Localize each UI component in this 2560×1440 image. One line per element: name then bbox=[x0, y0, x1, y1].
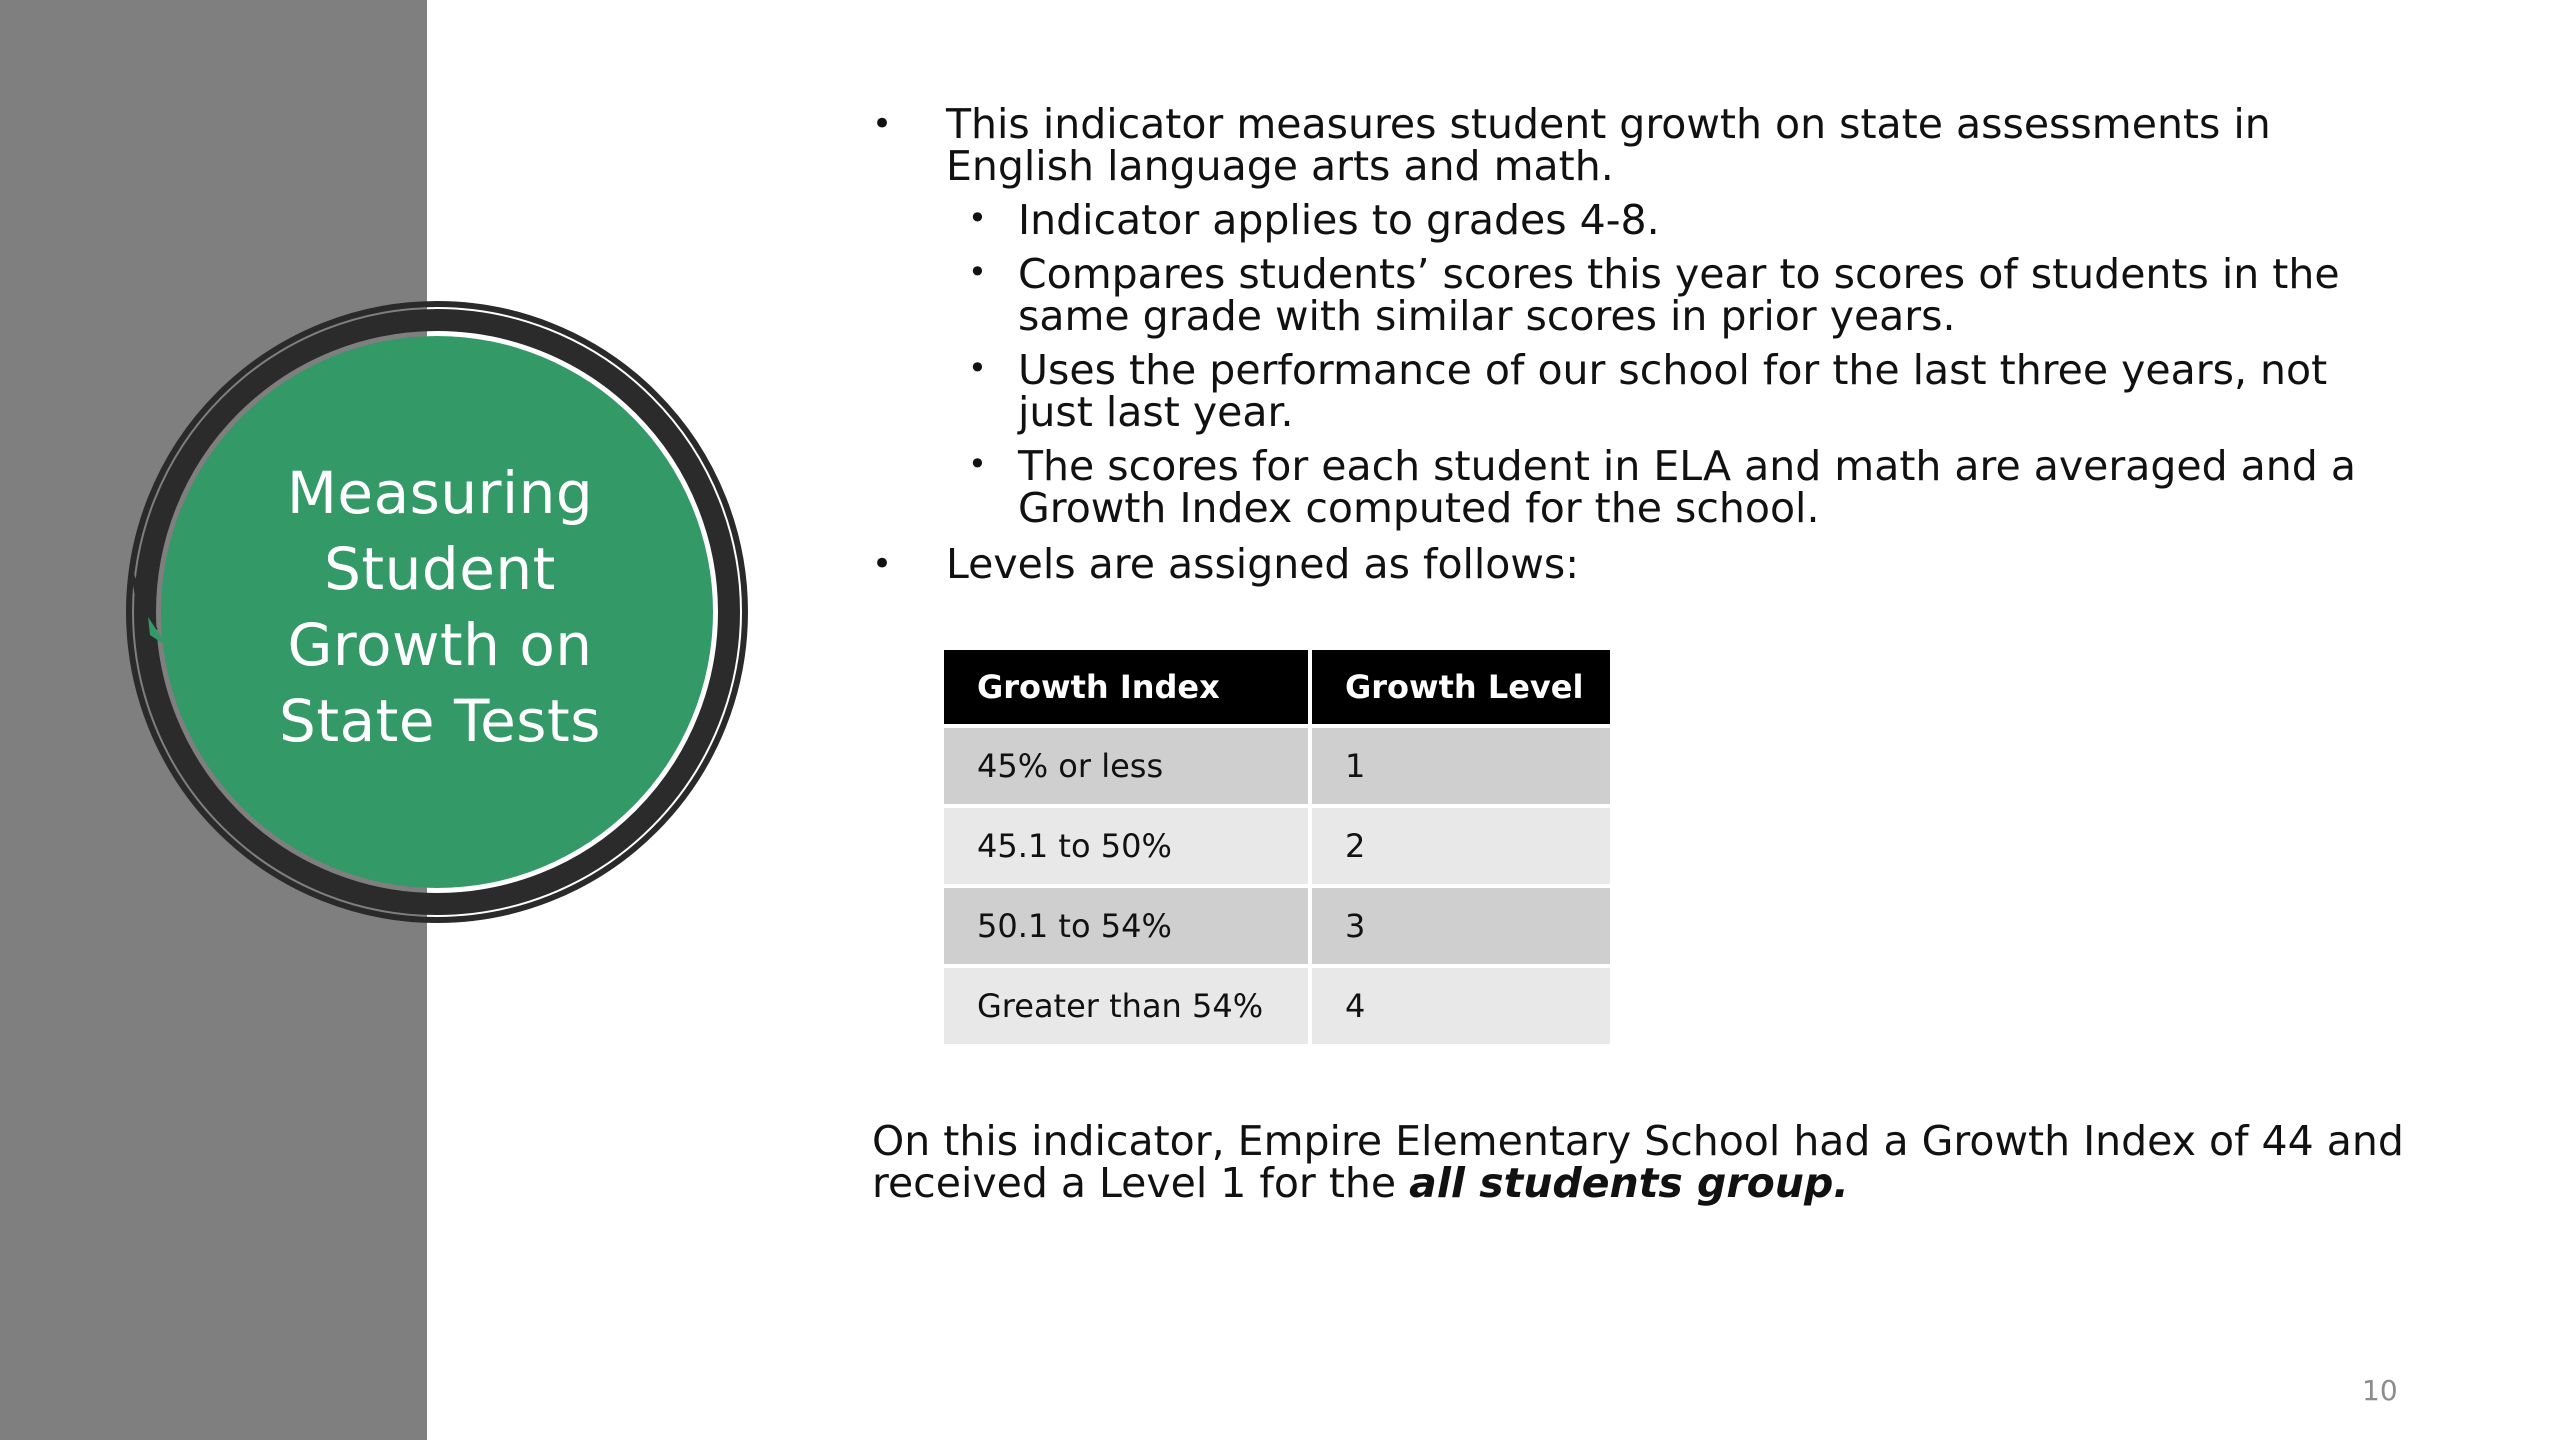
title-line: Measuring bbox=[286, 459, 594, 527]
table-cell: 45% or less bbox=[944, 726, 1310, 806]
column-header: Growth Index bbox=[944, 650, 1310, 726]
bullet-dot: • bbox=[968, 349, 987, 387]
bullet-list bbox=[872, 100, 2392, 588]
table-cell: 3 bbox=[1310, 886, 1610, 966]
table-row bbox=[944, 726, 1610, 806]
summary-emphasis: all students group. bbox=[1409, 1159, 1849, 1207]
sub-bullet-text: Uses the performance of our school for the last three years, not just last year. bbox=[1018, 346, 2328, 436]
summary-paragraph bbox=[872, 1117, 2432, 1207]
summary-text: On this indicator, Empire Elementary School had a Growth Index of 44 and received a Level 1 for the bbox=[872, 1117, 2404, 1207]
bullet-item bbox=[872, 540, 2392, 588]
sub-bullet-item bbox=[872, 250, 2392, 340]
table-header-row bbox=[944, 650, 1610, 726]
title-line: Student bbox=[324, 535, 556, 603]
bullet-dot: • bbox=[872, 104, 893, 144]
table-row bbox=[944, 966, 1610, 1044]
sub-bullet-text: Indicator applies to grades 4-8. bbox=[1018, 196, 1660, 244]
sub-bullet-item bbox=[872, 346, 2392, 436]
sub-bullet-text: Compares students’ scores this year to scores of students in the same grade with similar scores in prior years. bbox=[1018, 250, 2340, 340]
bullet-text: This indicator measures student growth on state assessments in English language arts and math. bbox=[946, 100, 2271, 190]
table-cell: 50.1 to 54% bbox=[944, 886, 1310, 966]
table-cell: 2 bbox=[1310, 806, 1610, 886]
table-cell: Greater than 54% bbox=[944, 966, 1310, 1044]
bullet-dot: • bbox=[968, 199, 987, 237]
bullet-dot: • bbox=[968, 253, 987, 291]
sub-bullet-text: The scores for each student in ELA and math are averaged and a Growth Index computed for the school. bbox=[1018, 442, 2356, 532]
title-line: Growth on bbox=[287, 611, 593, 679]
table-cell: 4 bbox=[1310, 966, 1610, 1044]
table-row bbox=[944, 886, 1610, 966]
table-row bbox=[944, 806, 1610, 886]
slide-title bbox=[175, 455, 705, 759]
column-header: Growth Level bbox=[1310, 650, 1610, 726]
sub-bullet-item bbox=[872, 442, 2392, 532]
table-cell: 45.1 to 50% bbox=[944, 806, 1310, 886]
title-line: State Tests bbox=[279, 687, 601, 755]
sub-bullet-item bbox=[872, 196, 2392, 244]
table-cell: 1 bbox=[1310, 726, 1610, 806]
bullet-dot: • bbox=[872, 544, 893, 584]
bullet-dot: • bbox=[968, 445, 987, 483]
growth-level-table bbox=[944, 650, 1610, 1044]
page-number: 10 bbox=[2362, 1374, 2398, 1407]
bullet-item bbox=[872, 100, 2392, 190]
bullet-text: Levels are assigned as follows: bbox=[946, 540, 1580, 588]
